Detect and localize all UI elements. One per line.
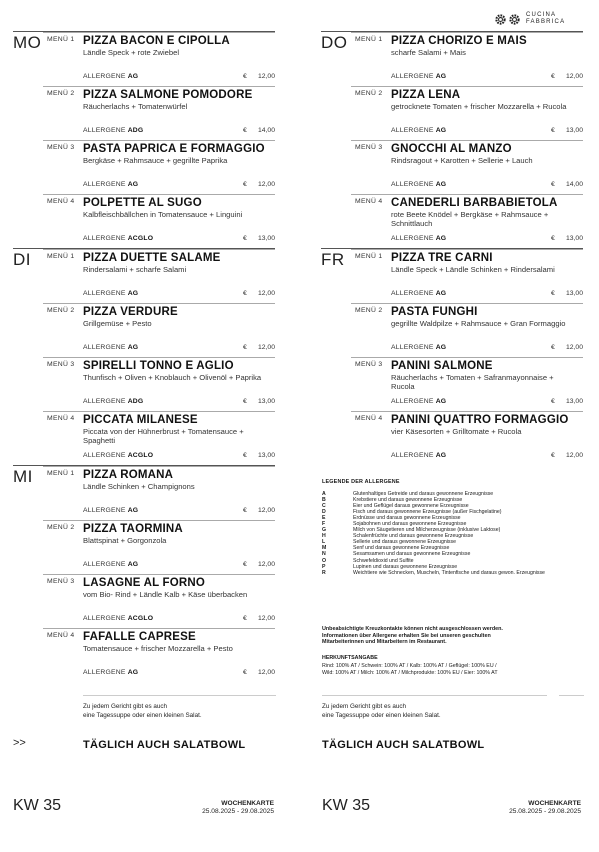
legend-value: Weichtiere wie Schnecken, Muscheln, Tintenfische und daraus gewon. Erzeugnisse xyxy=(353,569,545,576)
legend-title: LEGENDE DER ALLERGENE xyxy=(322,479,400,485)
side-dish-note: Zu jedem Gericht gibt es auch eine Tagessuppe oder einen kleinen Salat. xyxy=(83,703,202,719)
allergen-codes: AG xyxy=(127,181,139,188)
price: 12,00 xyxy=(257,561,275,568)
allergen-codes: AG xyxy=(127,344,139,351)
menu-number: MENÜ 1 xyxy=(47,470,75,477)
dish-title: CANEDERLI BARBABIETOLA xyxy=(391,197,558,209)
allergens xyxy=(391,127,446,134)
allergen-label: ALLERGENE xyxy=(83,507,126,514)
allergens xyxy=(83,127,143,134)
allergen-label: ALLERGENE xyxy=(83,452,126,459)
menu-number: MENÜ 3 xyxy=(47,361,75,368)
price: 12,00 xyxy=(257,507,275,514)
item-footer xyxy=(83,398,275,407)
currency-symbol: € xyxy=(243,290,247,297)
currency-symbol: € xyxy=(551,73,555,80)
origin-title: HERKUNFTSANGABE xyxy=(322,655,378,661)
item-footer xyxy=(83,344,275,353)
legend-value: Erdnüsse und daraus gewonnene Erzeugnisse xyxy=(353,515,461,522)
legend-value: Sellerie und daraus gewonnene Erzeugnisse xyxy=(353,539,456,546)
dish-description: vier Käsesorten + Grilltomate + Rucola xyxy=(391,427,522,436)
price: 13,00 xyxy=(257,452,275,459)
price: 12,00 xyxy=(257,344,275,351)
dish-title: PICCATA MILANESE xyxy=(83,414,198,426)
menu-item xyxy=(351,249,583,303)
menu-item xyxy=(43,249,275,303)
currency-symbol: € xyxy=(243,507,247,514)
day-label: FR xyxy=(321,250,345,269)
divider xyxy=(83,695,276,696)
menu-number: MENÜ 4 xyxy=(47,415,75,422)
allergen-label: ALLERGENE xyxy=(83,561,126,568)
currency-symbol: € xyxy=(243,452,247,459)
menu-item xyxy=(43,32,275,86)
legend-value: Senf und daraus gewonnene Erzeugnisse xyxy=(353,545,450,552)
allergens xyxy=(83,398,143,405)
item-footer xyxy=(83,669,275,678)
menu-number: MENÜ 3 xyxy=(47,578,75,585)
item-footer xyxy=(391,398,583,407)
currency-symbol: € xyxy=(243,398,247,405)
dish-description: Thunfisch + Oliven + Knoblauch + Olivenöl + Paprika xyxy=(83,373,262,382)
menu-item xyxy=(43,628,275,682)
dish-title: PIZZA BACON E CIPOLLA xyxy=(83,35,230,47)
legend-key: D xyxy=(322,509,326,516)
currency-symbol: € xyxy=(551,127,555,134)
menu-item xyxy=(351,357,583,411)
legend-key: H xyxy=(322,533,326,540)
right-column xyxy=(321,31,583,465)
dish-title: FAFALLE CAPRESE xyxy=(83,631,196,643)
legend-key: N xyxy=(322,551,326,558)
item-footer xyxy=(391,235,583,244)
menu-number: MENÜ 2 xyxy=(355,90,383,97)
allergens xyxy=(391,398,446,405)
allergens xyxy=(83,615,153,622)
menu-number: MENÜ 1 xyxy=(355,36,383,43)
menu-number: MENÜ 4 xyxy=(355,198,383,205)
dish-title: PIZZA LENA xyxy=(391,89,461,101)
arrow-marker: >> xyxy=(13,737,26,749)
price: 13,00 xyxy=(565,235,583,242)
menu-item xyxy=(43,140,275,194)
dish-description: Ländle Schinken + Champignons xyxy=(83,482,195,491)
allergen-codes: AG xyxy=(127,561,139,568)
allergen-label: ALLERGENE xyxy=(83,615,126,622)
dish-description: Piccata von der Hühnerbrust + Tomatensauce + Spaghetti xyxy=(83,427,244,446)
allergens xyxy=(391,73,446,80)
allergens xyxy=(83,73,138,80)
menu-item xyxy=(43,357,275,411)
allergen-codes: AG xyxy=(127,507,139,514)
allergens xyxy=(83,181,138,188)
price: 12,00 xyxy=(257,290,275,297)
menu-number: MENÜ 1 xyxy=(47,36,75,43)
allergen-label: ALLERGENE xyxy=(83,127,126,134)
dish-title: PASTA FUNGHI xyxy=(391,306,478,318)
item-footer xyxy=(83,235,275,244)
day-label: MO xyxy=(13,33,42,52)
allergen-label: ALLERGENE xyxy=(391,290,434,297)
currency-symbol: € xyxy=(243,127,247,134)
dish-title: PASTA PAPRICA E FORMAGGIO xyxy=(83,143,265,155)
menu-item xyxy=(351,194,583,248)
week-info: WOCHENKARTE 25.08.2025 - 29.08.2025 xyxy=(202,800,274,815)
dish-description: Räucherlachs + Tomatenwürfel xyxy=(83,102,188,111)
allergens xyxy=(83,452,153,459)
menu-item xyxy=(43,194,275,248)
allergen-warning: Unbeabsichtigte Kreuzkontakte können nicht ausgeschlossen werden. Informationen über Allergene erhalten Sie bei unseren geschulten Mitarbeiterinnen und Mitarbeitern im Restaurant. xyxy=(322,626,503,646)
allergens xyxy=(83,290,138,297)
dish-description: rote Beete Knödel + Bergkäse + Rahmsauce + Schnittlauch xyxy=(391,210,549,229)
item-footer xyxy=(391,73,583,82)
calendar-week: KW 35 xyxy=(13,797,62,814)
allergen-codes: ACGLO xyxy=(127,452,154,459)
menu-number: MENÜ 4 xyxy=(355,415,383,422)
allergen-label: ALLERGENE xyxy=(391,398,434,405)
price: 12,00 xyxy=(257,615,275,622)
allergen-label: ALLERGENE xyxy=(391,452,434,459)
dish-description: Ländle Speck + Ländle Schinken + Rindersalami xyxy=(391,265,555,274)
legend-key: M xyxy=(322,545,327,552)
legend-key: R xyxy=(322,569,326,576)
menu-item xyxy=(351,32,583,86)
allergen-label: ALLERGENE xyxy=(83,235,126,242)
legend-key: G xyxy=(322,527,327,534)
allergen-label: ALLERGENE xyxy=(391,127,434,134)
side-dish-note: Zu jedem Gericht gibt es auch eine Tagessuppe oder einen kleinen Salat. xyxy=(322,703,441,719)
allergen-label: ALLERGENE xyxy=(391,235,434,242)
legend-key: E xyxy=(322,515,326,522)
day-section xyxy=(13,465,275,682)
allergen-label: ALLERGENE xyxy=(391,181,434,188)
dish-description: gegrillte Waldpilze + Rahmsauce + Gran Formaggio xyxy=(391,319,566,328)
currency-symbol: € xyxy=(551,235,555,242)
day-section xyxy=(13,248,275,465)
dish-description: Tomatensauce + frischer Mozzarella + Pesto xyxy=(83,644,233,653)
allergen-label: ALLERGENE xyxy=(83,669,126,676)
legend-key: O xyxy=(322,557,327,564)
price: 13,00 xyxy=(565,398,583,405)
origin-info: HERKUNFTSANGABE Rind: 100% AT / Schwein: 100% AT / Kalb: 100% AT / Geflügel: 100% EU / Wild: 100% AT / Milch: 100% AT / Milchprodukte: 100% EU / Eier: 100% AT xyxy=(322,655,584,678)
allergen-label: ALLERGENE xyxy=(391,344,434,351)
dish-title: GNOCCHI AL MANZO xyxy=(391,143,512,155)
currency-symbol: € xyxy=(243,344,247,351)
allergens xyxy=(83,507,138,514)
dish-description: Räucherlachs + Tomaten + Safranmayonnaise + Rucola xyxy=(391,373,554,392)
allergens xyxy=(391,452,446,459)
dish-description: vom Bio- Rind + Ländle Kalb + Käse überbacken xyxy=(83,590,248,599)
allergen-label: ALLERGENE xyxy=(83,398,126,405)
legend-value: Fisch und daraus gewonnene Erzeugnisse (außer Fischgelatine) xyxy=(353,509,502,516)
allergen-codes: AG xyxy=(435,290,447,297)
allergen-codes: AG xyxy=(435,181,447,188)
price: 13,00 xyxy=(565,127,583,134)
dish-description: Blattspinat + Gorgonzola xyxy=(83,536,167,545)
item-footer xyxy=(83,181,275,190)
allergen-label: ALLERGENE xyxy=(83,73,126,80)
allergen-codes: AG xyxy=(435,73,447,80)
dish-description: Ländle Speck + rote Zwiebel xyxy=(83,48,180,57)
dish-title: PANINI SALMONE xyxy=(391,360,493,372)
dish-title: LASAGNE AL FORNO xyxy=(83,577,206,589)
currency-symbol: € xyxy=(243,615,247,622)
item-footer xyxy=(83,290,275,299)
price: 12,00 xyxy=(257,73,275,80)
legend-value: Schwefeldioxid und Sulfite xyxy=(353,557,414,564)
left-column xyxy=(13,31,275,682)
menu-number: MENÜ 4 xyxy=(47,632,75,639)
allergen-codes: AG xyxy=(435,452,447,459)
price: 12,00 xyxy=(257,669,275,676)
dish-title: PANINI QUATTRO FORMAGGIO xyxy=(391,414,569,426)
dish-description: scharfe Salami + Mais xyxy=(391,48,466,57)
allergen-codes: ACGLO xyxy=(127,235,154,242)
menu-number: MENÜ 4 xyxy=(47,198,75,205)
allergens xyxy=(391,181,446,188)
menu-item xyxy=(351,140,583,194)
currency-symbol: € xyxy=(243,73,247,80)
price: 12,00 xyxy=(565,344,583,351)
menu-number: MENÜ 2 xyxy=(355,307,383,314)
allergen-codes: AG xyxy=(127,669,139,676)
item-footer xyxy=(83,127,275,136)
allergen-codes: AG xyxy=(435,398,447,405)
divider xyxy=(322,695,547,696)
divider xyxy=(559,695,584,696)
legend-key: A xyxy=(322,491,326,497)
item-footer xyxy=(391,290,583,299)
menu-item xyxy=(43,303,275,357)
allergen-codes: AG xyxy=(127,290,139,297)
item-footer xyxy=(83,615,275,624)
menu-item xyxy=(351,86,583,140)
legend-value: Sesamsamen und daraus gewonnene Erzeugnisse xyxy=(353,551,471,558)
menu-number: MENÜ 3 xyxy=(355,144,383,151)
price: 14,00 xyxy=(565,181,583,188)
menu-item xyxy=(43,574,275,628)
item-footer xyxy=(83,561,275,570)
legend-value: Milch von Säugetieren und Milcherzeugnisse (inklusive Laktose) xyxy=(353,527,501,534)
menu-number: MENÜ 2 xyxy=(47,307,75,314)
currency-symbol: € xyxy=(551,290,555,297)
menu-item xyxy=(351,303,583,357)
item-footer xyxy=(391,452,583,461)
legend-key: L xyxy=(322,539,326,546)
dish-title: SPIRELLI TONNO E AGLIO xyxy=(83,360,234,372)
menu-item xyxy=(43,86,275,140)
gear-icon xyxy=(494,13,521,26)
item-footer xyxy=(83,73,275,82)
price: 13,00 xyxy=(257,235,275,242)
menu-number: MENÜ 1 xyxy=(355,253,383,260)
legend-value: Lupinen und daraus gewonnene Erzeugnisse xyxy=(353,563,458,570)
day-section xyxy=(321,248,583,465)
allergen-codes: ADG xyxy=(127,127,144,134)
legend-value: Glutenhaltiges Getreide und daraus gewonnene Erzeugnisse xyxy=(353,491,494,497)
item-footer xyxy=(391,127,583,136)
allergen-codes: AG xyxy=(127,73,139,80)
dish-title: PIZZA CHORIZO E MAIS xyxy=(391,35,527,47)
day-section xyxy=(13,31,275,248)
allergen-label: ALLERGENE xyxy=(83,181,126,188)
salatbowl-text: TÄGLICH AUCH SALATBOWL xyxy=(322,739,485,751)
allergen-label: ALLERGENE xyxy=(391,73,434,80)
menu-number: MENÜ 3 xyxy=(355,361,383,368)
currency-symbol: € xyxy=(243,181,247,188)
legend-value: Sojabohnen und daraus gewonnene Erzeugnisse xyxy=(353,521,467,528)
legend-key: F xyxy=(322,521,326,528)
day-label: MI xyxy=(13,467,33,486)
menu-item xyxy=(43,411,275,465)
allergen-label: ALLERGENE xyxy=(83,290,126,297)
currency-symbol: € xyxy=(551,344,555,351)
item-footer xyxy=(83,452,275,461)
menu-number: MENÜ 3 xyxy=(47,144,75,151)
currency-symbol: € xyxy=(243,561,247,568)
dish-description: Bergkäse + Rahmsauce + gegrillte Paprika xyxy=(83,156,228,165)
currency-symbol: € xyxy=(551,452,555,459)
price: 13,00 xyxy=(565,290,583,297)
allergens xyxy=(391,290,446,297)
price: 12,00 xyxy=(565,452,583,459)
menu-number: MENÜ 1 xyxy=(47,253,75,260)
legend-key: C xyxy=(322,503,326,510)
dish-title: POLPETTE AL SUGO xyxy=(83,197,202,209)
allergens xyxy=(83,669,138,676)
legend-key: P xyxy=(322,563,326,570)
allergen-codes: ADG xyxy=(127,398,144,405)
currency-symbol: € xyxy=(551,181,555,188)
allergen-label: ALLERGENE xyxy=(83,344,126,351)
item-footer xyxy=(391,344,583,353)
menu-item xyxy=(43,466,275,520)
dish-description: Grillgemüse + Pesto xyxy=(83,319,152,328)
dish-title: PIZZA SALMONE POMODORE xyxy=(83,89,253,101)
allergens xyxy=(391,235,446,242)
menu-number: MENÜ 2 xyxy=(47,524,75,531)
allergens xyxy=(83,561,138,568)
week-info: WOCHENKARTE 25.08.2025 - 29.08.2025 xyxy=(509,800,581,815)
day-label: DO xyxy=(321,33,348,52)
menu-item xyxy=(351,411,583,465)
legend-key: B xyxy=(322,497,326,504)
currency-symbol: € xyxy=(243,235,247,242)
allergen-codes: AG xyxy=(435,344,447,351)
dish-description: Rindsragout + Karotten + Sellerie + Lauch xyxy=(391,156,533,165)
price: 12,00 xyxy=(565,73,583,80)
dish-description: getrocknete Tomaten + frischer Mozzarella + Rucola xyxy=(391,102,567,111)
day-label: DI xyxy=(13,250,31,269)
brand-name: CUCINA FABBRICA xyxy=(526,12,566,25)
dish-title: PIZZA DUETTE SALAME xyxy=(83,252,221,264)
legend-value: Schalenfrüchte und daraus gewonnene Erzeugnisse xyxy=(353,533,474,540)
dish-title: PIZZA TAORMINA xyxy=(83,523,183,535)
item-footer xyxy=(391,181,583,190)
legend-value: Krebstiere und daraus gewonnene Erzeugnisse xyxy=(353,497,463,504)
allergens xyxy=(83,344,138,351)
dish-description: Rindersalami + scharfe Salami xyxy=(83,265,187,274)
brand-logo xyxy=(494,11,586,27)
salatbowl-text: TÄGLICH AUCH SALATBOWL xyxy=(83,739,246,751)
legend-value: Eier und Geflügel daraus gewonnene Erzeugnisse xyxy=(353,503,469,510)
dish-title: PIZZA VERDURE xyxy=(83,306,178,318)
allergens xyxy=(391,344,446,351)
day-section xyxy=(321,31,583,248)
allergen-codes: ACGLO xyxy=(127,615,154,622)
dish-title: PIZZA ROMANA xyxy=(83,469,174,481)
dish-description: Kalbfleischbällchen in Tomatensauce + Linguini xyxy=(83,210,243,219)
allergen-codes: AG xyxy=(435,127,447,134)
menu-item xyxy=(43,520,275,574)
allergen-legend xyxy=(322,479,584,576)
legend-row xyxy=(322,570,584,576)
dish-title: PIZZA TRE CARNI xyxy=(391,252,493,264)
currency-symbol: € xyxy=(243,669,247,676)
currency-symbol: € xyxy=(551,398,555,405)
calendar-week: KW 35 xyxy=(322,797,371,814)
price: 14,00 xyxy=(257,127,275,134)
price: 12,00 xyxy=(257,181,275,188)
allergen-codes: AG xyxy=(435,235,447,242)
menu-number: MENÜ 2 xyxy=(47,90,75,97)
item-footer xyxy=(83,507,275,516)
price: 13,00 xyxy=(257,398,275,405)
allergens xyxy=(83,235,153,242)
